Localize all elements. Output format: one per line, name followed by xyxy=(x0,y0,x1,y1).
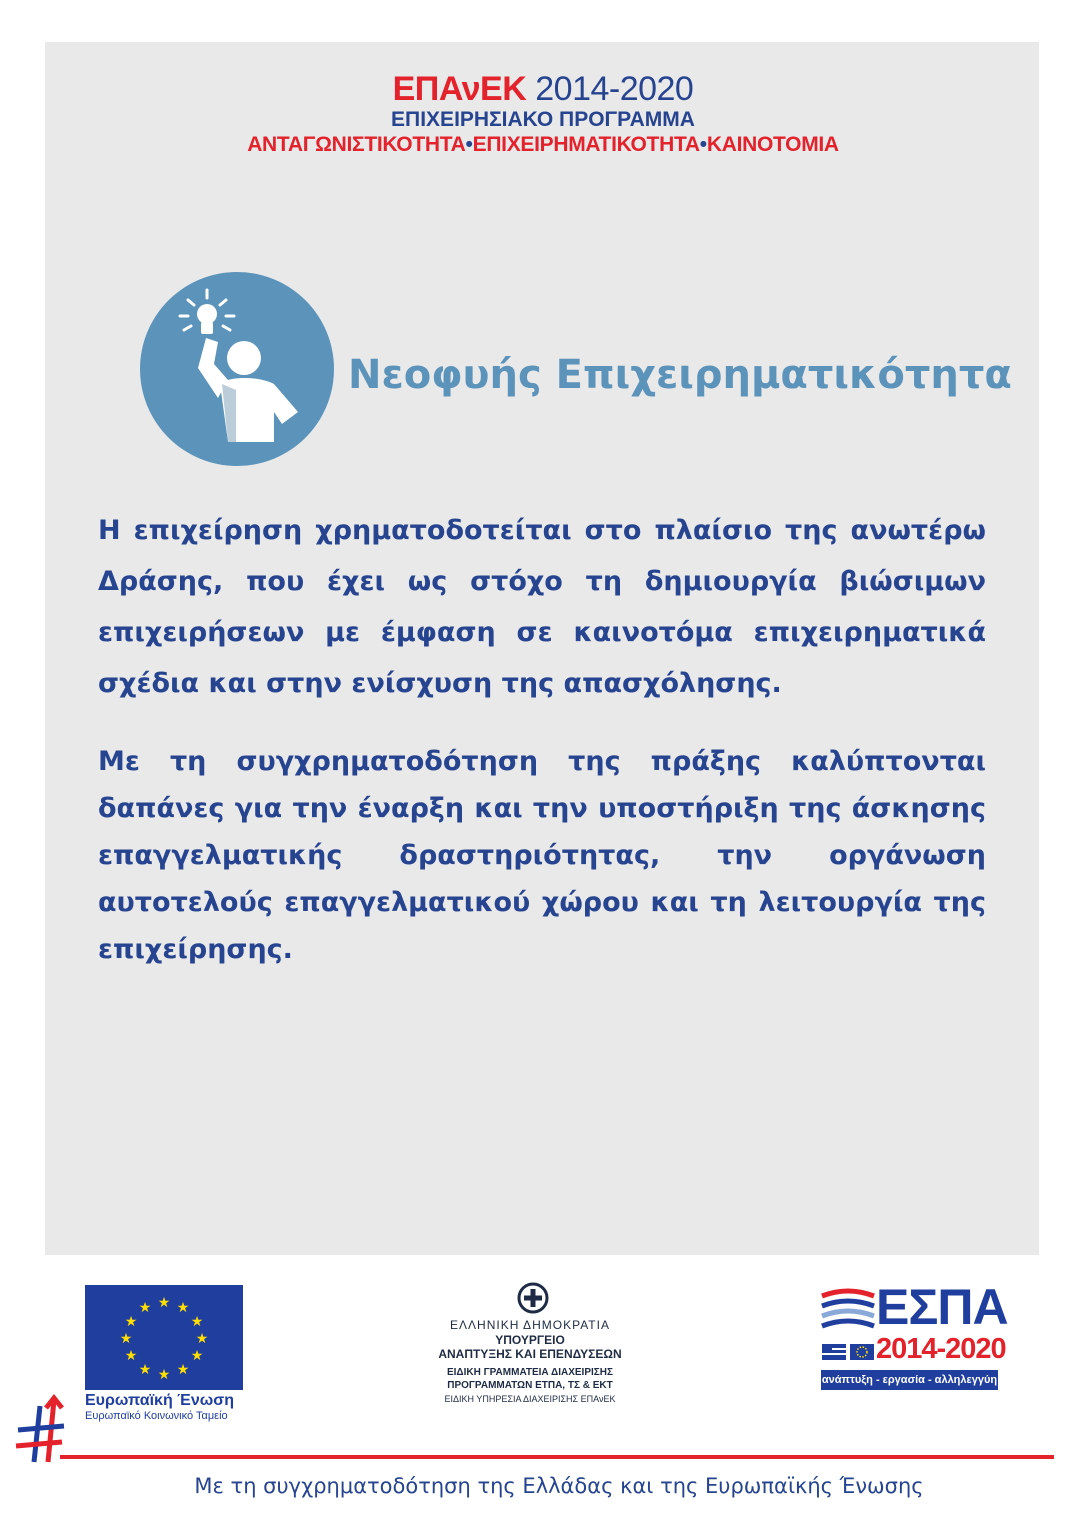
hashtag-arrow-icon xyxy=(12,1392,72,1482)
tagline-separator: • xyxy=(465,133,473,156)
svg-text:★: ★ xyxy=(138,1362,152,1378)
espa-title: ΕΣΠΑ xyxy=(876,1279,1008,1335)
svg-text:★: ★ xyxy=(190,1314,204,1330)
tagline-part-2: ΕΠΙΧΕΙΡΗΜΑΤΙΚΟΤΗΤΑ xyxy=(472,133,700,156)
paragraph-funding: Η επιχείρηση χρηματοδοτείται στο πλαίσιο της ανωτέρω Δράσης, που έχει ως στόχο τη δημιουργία βιώσιμων επιχειρήσεων με έμφαση σε καινοτόμα επιχειρηματικά σχέδια και στην ενίσχυση της απασχόλησης. xyxy=(98,515,986,699)
program-brand: ΕΠΑνΕΚ xyxy=(392,70,527,108)
greek-emblem-icon xyxy=(517,1282,549,1314)
gov-secretariat: ΕΙΔΙΚΗ ΓΡΑΜΜΑΤΕΙΑ ΔΙΑΧΕΙΡΙΣΗΣ xyxy=(446,1367,613,1378)
program-years: 2014-2020 xyxy=(535,70,694,108)
svg-text:★: ★ xyxy=(124,1348,138,1364)
tagline-separator: • xyxy=(699,133,707,156)
espa-tagline: ανάπτυξη - εργασία - αλληλεγγύη xyxy=(821,1370,998,1390)
gov-service: ΕΙΔΙΚΗ ΥΠΗΡΕΣΙΑ ΔΙΑΧΕΙΡΙΣΗΣ ΕΠΑνΕΚ xyxy=(444,1394,616,1404)
svg-text:★: ★ xyxy=(157,1367,171,1383)
program-tagline xyxy=(0,133,1086,157)
svg-text:★: ★ xyxy=(190,1348,204,1364)
eu-fund-label: Ευρωπαϊκό Κοινωνικό Ταμείο xyxy=(85,1410,228,1422)
eu-flag-icon xyxy=(85,1285,243,1390)
svg-text:★: ★ xyxy=(119,1331,133,1347)
svg-text:★: ★ xyxy=(176,1362,190,1378)
espa-years: 2014-2020 xyxy=(876,1333,1006,1365)
gov-ministry-name: ΑΝΑΠΤΥΞΗΣ ΚΑΙ ΕΠΕΝΔΥΣΕΩΝ xyxy=(438,1347,622,1361)
svg-text:★: ★ xyxy=(138,1300,152,1316)
tagline-part-3: ΚΑΙΝΟΤΟΜΙΑ xyxy=(706,133,839,156)
footer-divider xyxy=(60,1455,1054,1459)
person-idea-icon xyxy=(140,272,334,466)
program-subtitle: ΕΠΙΧΕΙΡΗΣΙΑΚΟ ΠΡΟΓΡΑΜΜΑ xyxy=(391,108,695,131)
eu-label: Ευρωπαϊκή Ένωση xyxy=(85,1392,234,1409)
svg-text:★: ★ xyxy=(176,1300,190,1316)
section-title: Νεοφυής Επιχειρηματικότητα xyxy=(348,352,1012,398)
paragraph-expenses: Με τη συγχρηματοδότηση της πράξης καλύπτονται δαπάνες για την έναρξη και την υποστήριξη της άσκησης επαγγελματικής δραστηριότητας, την οργάνωση αυτοτελούς επαγγελματικού χώρου και τη λειτουργία της επιχείρησης. xyxy=(98,746,986,965)
svg-text:★: ★ xyxy=(195,1331,209,1347)
svg-text:★: ★ xyxy=(157,1295,171,1311)
gov-ministry: ΥΠΟΥΡΓΕΙΟ xyxy=(495,1333,565,1347)
program-title xyxy=(0,70,1086,108)
cofunding-footer: Με τη συγχρηματοδότηση της Ελλάδας και της Ευρωπαϊκής Ένωσης xyxy=(194,1474,924,1498)
svg-text:★: ★ xyxy=(124,1314,138,1330)
tagline-part-1: ΑΝΤΑΓΩΝΙΣΤΙΚΟΤΗΤΑ xyxy=(247,133,466,156)
gov-republic: ΕΛΛΗΝΙΚΗ ΔΗΜΟΚΡΑΤΙΑ xyxy=(450,1318,610,1332)
gov-programs: ΠΡΟΓΡΑΜΜΑΤΩΝ ΕΤΠΑ, ΤΣ & ΕΚΤ xyxy=(447,1380,613,1391)
